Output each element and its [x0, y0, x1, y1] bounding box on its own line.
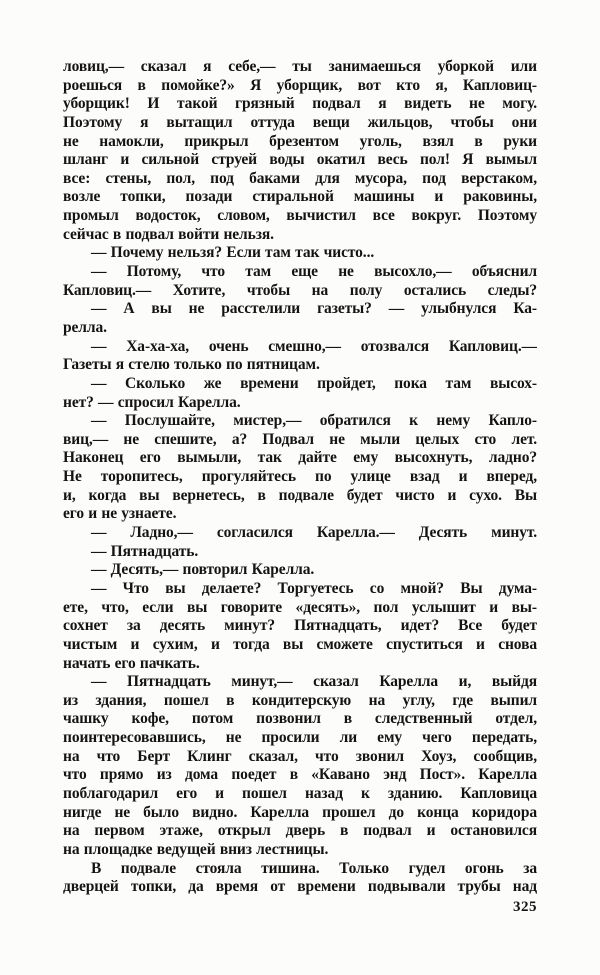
text-line: — Десять,— повторил Карелла.	[91, 561, 315, 579]
text-line: все: стены, пол, под баками для мусора, под верстаком,	[63, 169, 537, 187]
text-line: релла.	[63, 318, 107, 336]
text-line: — Ха-ха-ха, очень смешно,— отозвался Капловиц.—	[91, 337, 537, 355]
text-line: Поэтому я вытащил оттуда вещи жильцов, чтобы они	[63, 113, 537, 131]
text-line: Капловиц.— Хотите, чтобы на полу остались следы?	[63, 281, 537, 299]
text-line: — Сколько же времени пройдет, пока там высох-	[91, 374, 537, 392]
text-line: виц,— не спешите, а? Подвал не мыли целых сто лет.	[63, 430, 537, 448]
text-line: — Пятнадцать минут,— сказал Карелла и, выйдя	[91, 673, 537, 691]
text-line: что прямо из дома поедет в «Кавано энд Пост». Карелла	[63, 766, 537, 784]
text-line: В подвале стояла тишина. Только гудел огонь за	[91, 859, 537, 877]
text-line: чашку кофе, потом позвонил в следственный отдел,	[63, 710, 537, 728]
text-line: сохнет за десять минут? Пятнадцать, идет? Все будет	[63, 617, 537, 635]
text-line: его и не узнаете.	[63, 505, 177, 523]
text-line: — Послушайте, мистер,— обратился к нему Капло-	[91, 412, 537, 430]
text-line: — Пятнадцать.	[91, 542, 199, 560]
text-line: — Ладно,— согласился Карелла.— Десять минут.	[91, 524, 537, 542]
text-line: сейчас в подвал войти нельзя.	[63, 225, 274, 243]
text-line: Газеты я стелю только по пятницам.	[63, 356, 320, 374]
text-line: уборщик! И такой грязный подвал я видеть не могу.	[63, 95, 537, 113]
text-block	[63, 58, 537, 897]
text-line: на площадке ведущей вниз лестницы.	[63, 840, 329, 858]
text-line: Наконец его вымыли, так дайте ему высохнуть, ладно?	[63, 449, 537, 467]
text-line: промыл водосток, словом, вычистил все вокруг. Поэтому	[63, 207, 537, 225]
text-line: роешься в помойке?» Я уборщик, вот кто я, Капловиц-	[63, 76, 537, 94]
text-line: дверцей топки, да время от времени подвывали трубы над	[63, 878, 537, 896]
text-line: шланг и сильной струей воды окатил весь пол! Я вымыл	[63, 151, 537, 169]
text-line: поблагодарил его и пошел назад к зданию. Капловица	[63, 784, 537, 802]
text-line: ете, что, если вы говорите «десять», пол услышит и вы-	[63, 598, 537, 616]
text-line: и, когда вы вернетесь, в подвале будет чисто и сухо. Вы	[63, 486, 537, 504]
text-line: начать его пачкать.	[63, 654, 200, 672]
text-line: нигде не было видно. Карелла прошел до конца коридора	[63, 803, 537, 821]
text-line: из здания, пошел в кондитерскую на углу, где выпил	[63, 691, 537, 709]
text-line: на первом этаже, открыл дверь в подвал и остановился	[63, 822, 537, 840]
text-line: возле топки, позади стиральной машины и раковины,	[63, 188, 537, 206]
text-line: — Что вы делаете? Торгуетесь со мной? Вы дума-	[91, 579, 537, 597]
text-line: не намокли, прикрыл брезентом уголь, взял в руки	[63, 132, 537, 150]
text-line: Не торопитесь, прогуляйтесь по улице взад и вперед,	[63, 468, 537, 486]
text-line: на что Берт Клинг сказал, что звонил Хоуз, сообщив,	[63, 747, 537, 765]
text-line: ловиц,— сказал я себе,— ты занимаешься уборкой или	[63, 58, 537, 75]
page-number: 325	[513, 899, 537, 915]
text-line: нет? — спросил Карелла.	[63, 393, 241, 411]
text-line: — А вы не расстелили газеты? — улыбнулся Ка-	[91, 300, 537, 318]
text-line: чистым и сухим, и тогда вы сможете спуститься и снова	[63, 635, 537, 653]
text-line: — Потому, что там еще не высохло,— объяснил	[91, 263, 537, 281]
text-line: — Почему нельзя? Если там так чисто...	[91, 244, 375, 262]
text-line: поинтересовавшись, не просили ли ему чего передать,	[63, 729, 537, 747]
